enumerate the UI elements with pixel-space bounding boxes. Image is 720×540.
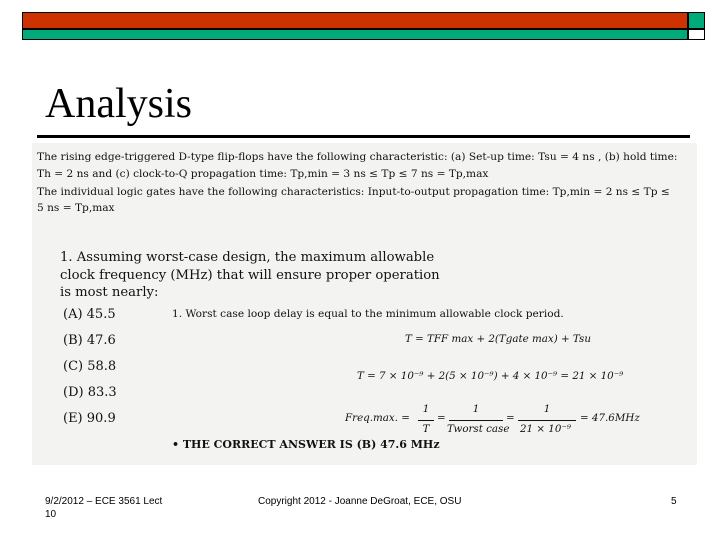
equation-period: T = TFF max + 2(Tgate max) + Tsu [405, 333, 591, 345]
fraction-1-bar [418, 420, 434, 421]
fraction-2-num: 1 [472, 403, 480, 415]
problem-line-3: The individual logic gates have the following characteristics: Input-to-output propagation time: Tp,min = 2 ns ≤ Tp ≤ [37, 186, 670, 198]
footer-page-number: 5 [671, 496, 677, 507]
option-c: (C) 58.8 [63, 359, 117, 374]
header-bar-bottom [22, 29, 688, 40]
title-rule [37, 135, 690, 138]
fraction-3-num: 1 [543, 403, 551, 415]
correct-answer: • THE CORRECT ANSWER IS (B) 47.6 MHz [172, 438, 440, 451]
header-square-top [688, 12, 705, 29]
solution-step: 1. Worst case loop delay is equal to the minimum allowable clock period. [172, 308, 564, 320]
equals-sign-1: = [437, 412, 446, 424]
fraction-1-num: 1 [422, 403, 430, 415]
option-a: (A) 45.5 [63, 307, 116, 322]
equation-substitution: T = 7 × 10⁻⁹ + 2(5 × 10⁻⁹) + 4 × 10⁻⁹ = 21 × 10⁻⁹ [357, 370, 624, 382]
problem-line-2: Th = 2 ns and (c) clock-to-Q propagation time: Tp,min = 3 ns ≤ Tp ≤ 7 ns = Tp,max [37, 168, 489, 180]
fraction-3-bar [518, 420, 576, 421]
footer-copyright: Copyright 2012 - Joanne DeGroat, ECE, OSU [258, 496, 462, 507]
fraction-1-den: T [422, 423, 430, 435]
option-e: (E) 90.9 [63, 411, 116, 426]
fraction-2-bar [449, 420, 503, 421]
footer-date: 9/2/2012 – ECE 3561 Lect [45, 496, 163, 507]
footer-date-line2: 10 [45, 509, 57, 520]
header-bar-top [22, 12, 688, 29]
fraction-2-den: Tworst case [447, 423, 510, 435]
slide-title: Analysis [45, 81, 192, 127]
question-line-2: clock frequency (MHz) that will ensure proper operation [60, 268, 440, 283]
equation-result: = 47.6MHz [580, 412, 640, 424]
option-d: (D) 83.3 [63, 385, 117, 400]
option-b: (B) 47.6 [63, 333, 116, 348]
problem-line-1: The rising edge-triggered D-type flip-flops have the following characteristic: (a) Set-up time: Tsu = 4 ns , (b) hold time: [37, 151, 678, 163]
fraction-3-den: 21 × 10⁻⁹ [520, 423, 571, 435]
question-line-3: is most nearly: [60, 285, 159, 300]
scanned-problem-image [32, 143, 697, 465]
equation-freq-label: Freq.max. = [345, 412, 410, 424]
header-square-bottom [688, 29, 705, 40]
question-line-1: 1. Assuming worst-case design, the maximum allowable [60, 250, 435, 265]
equals-sign-2: = [506, 412, 515, 424]
problem-line-4: 5 ns = Tp,max [37, 202, 115, 214]
